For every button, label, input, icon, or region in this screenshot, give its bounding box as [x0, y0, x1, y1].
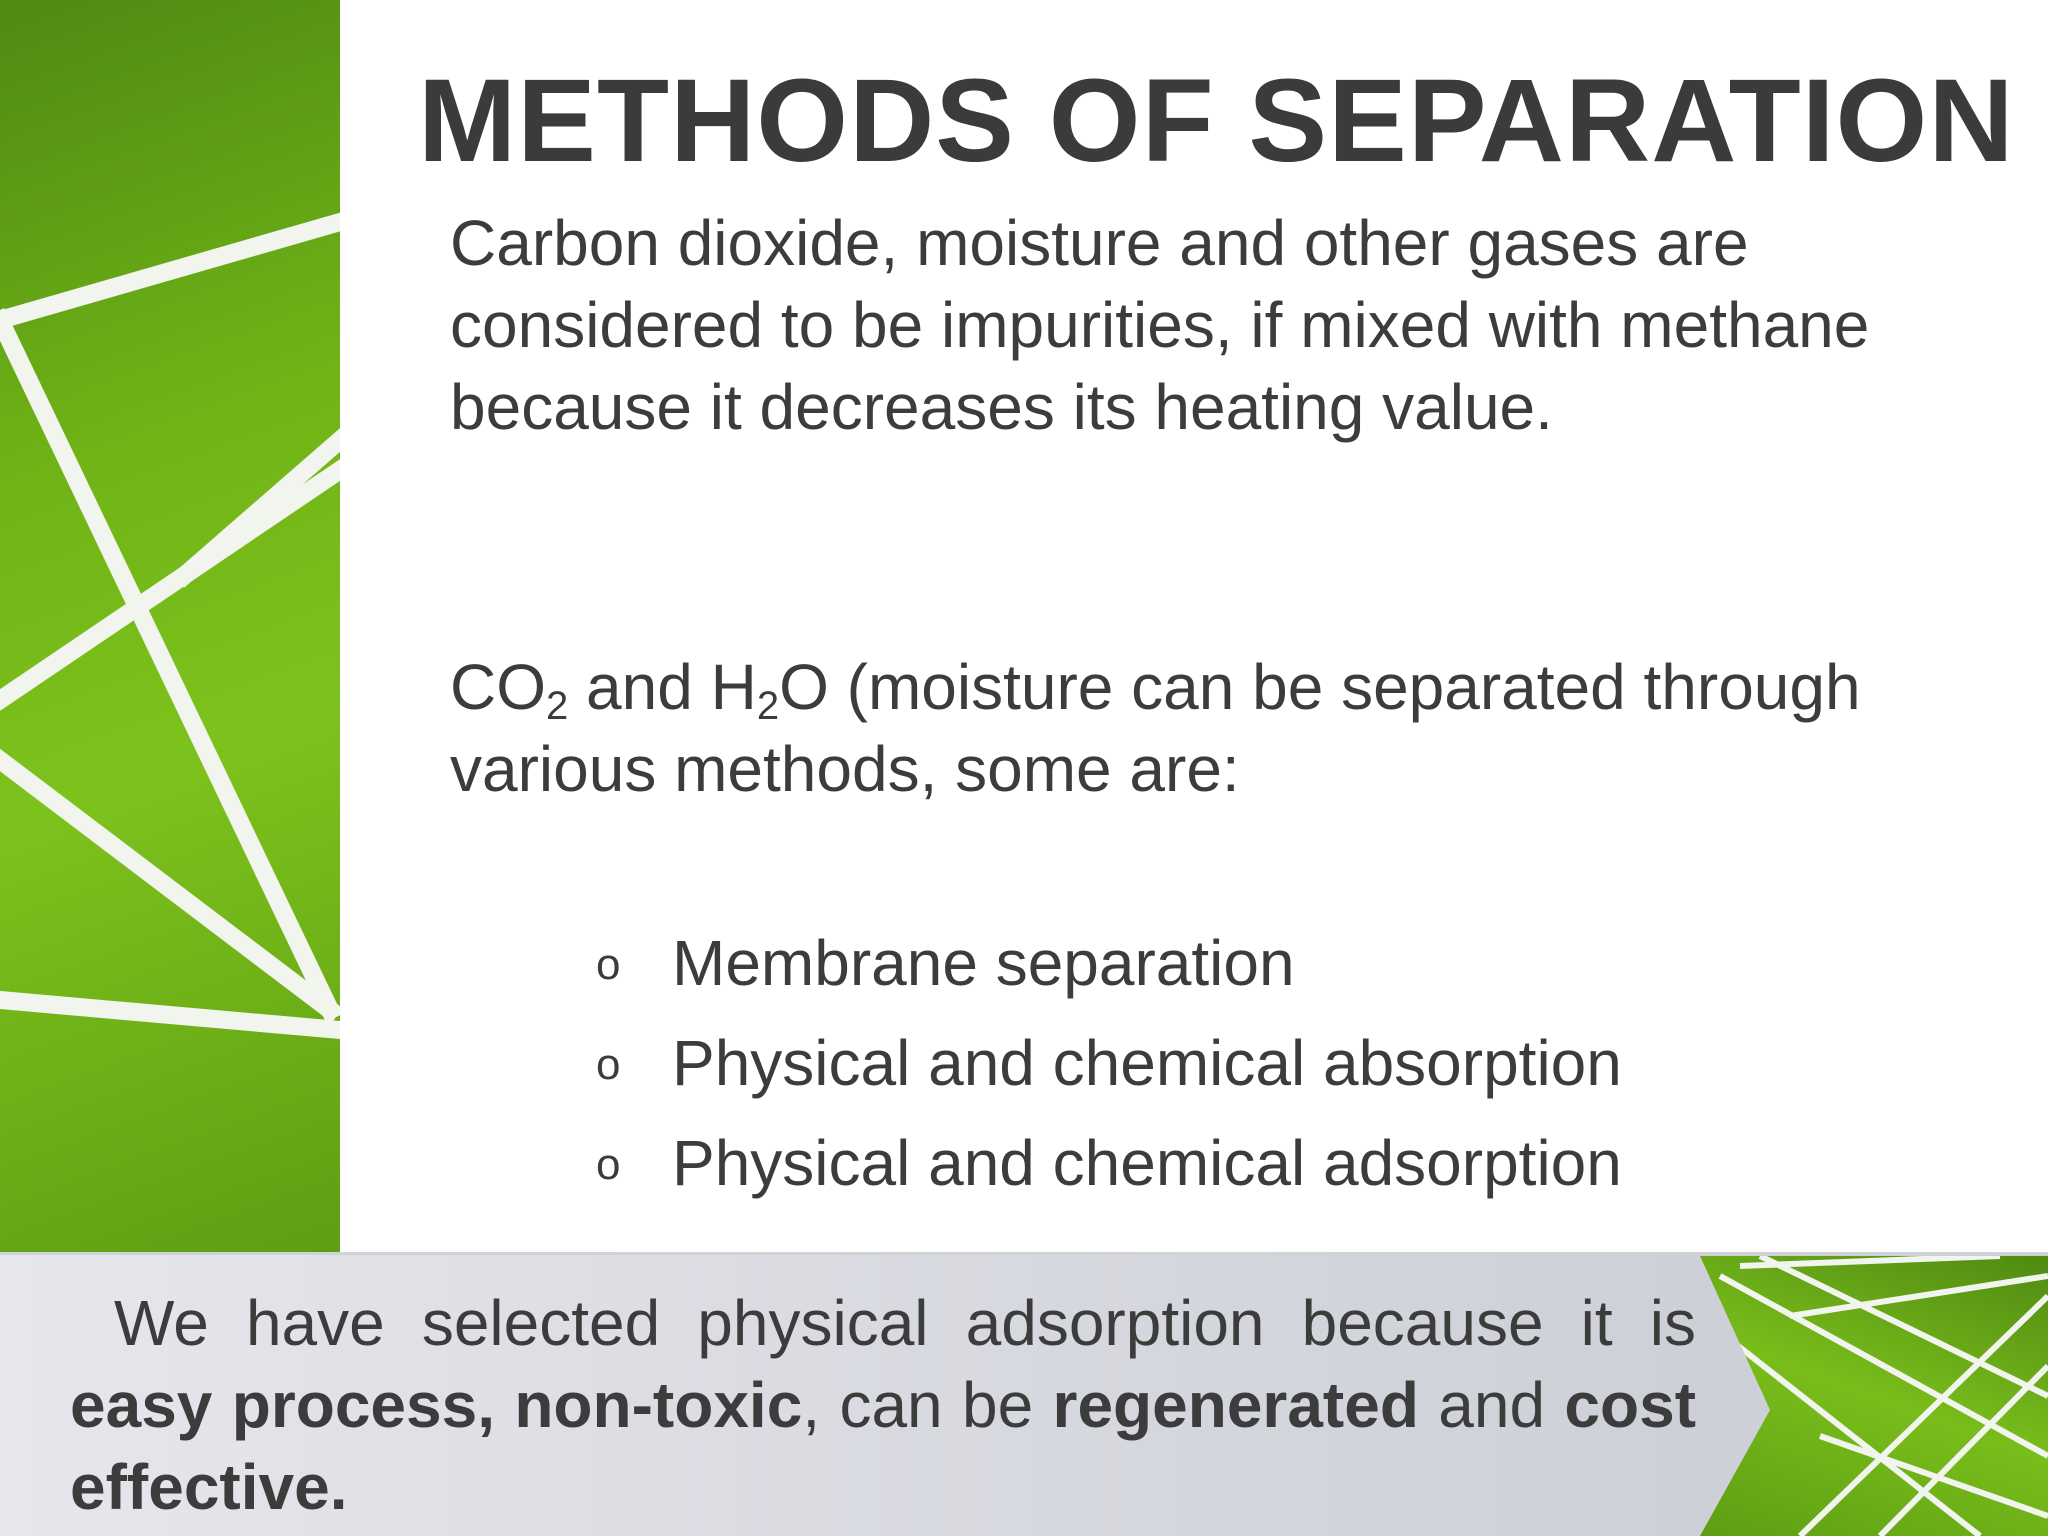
slide-title: METHODS OF SEPARATION	[418, 55, 2015, 187]
h2o-subscript: 2	[756, 684, 780, 728]
conclusion-part: and	[1418, 1369, 1565, 1441]
co2-subscript: 2	[546, 684, 569, 728]
circle-bullet-icon: o	[596, 1140, 621, 1189]
conclusion-bold-part: cost effective.	[70, 1369, 1697, 1523]
methods-list	[596, 914, 1622, 1214]
circle-bullet-icon: o	[596, 940, 621, 989]
list-item	[596, 914, 1622, 1014]
conclusion-text	[70, 1282, 1696, 1528]
list-item	[596, 1014, 1622, 1114]
intro-paragraph: Carbon dioxide, moisture and other gases are considered to be impurities, if mixed with methane because it decreases its heating value.	[450, 207, 1870, 443]
conclusion-part: We have selected physical adsorption because it is	[114, 1287, 1696, 1359]
circle-bullet-icon: o	[596, 1040, 621, 1089]
method-label: Membrane separation	[672, 927, 1295, 999]
left-decorative-panel	[0, 0, 340, 1252]
list-item	[596, 1114, 1622, 1214]
conclusion-part: , can be	[802, 1369, 1053, 1441]
conclusion-bold-part: regenerated	[1052, 1369, 1419, 1441]
method-label: Physical and chemical adsorption	[672, 1127, 1622, 1199]
methods-intro-rest: O (moisture can be separated through various methods, some are:	[450, 651, 1861, 805]
decorative-lines-graphic	[0, 0, 340, 1252]
co2-text: CO	[450, 651, 546, 723]
methods-intro-paragraph	[450, 646, 1880, 810]
h2o-text: and H	[568, 651, 757, 723]
conclusion-bold-part: easy process, non-toxic	[70, 1369, 803, 1441]
method-label: Physical and chemical absorption	[672, 1027, 1622, 1099]
